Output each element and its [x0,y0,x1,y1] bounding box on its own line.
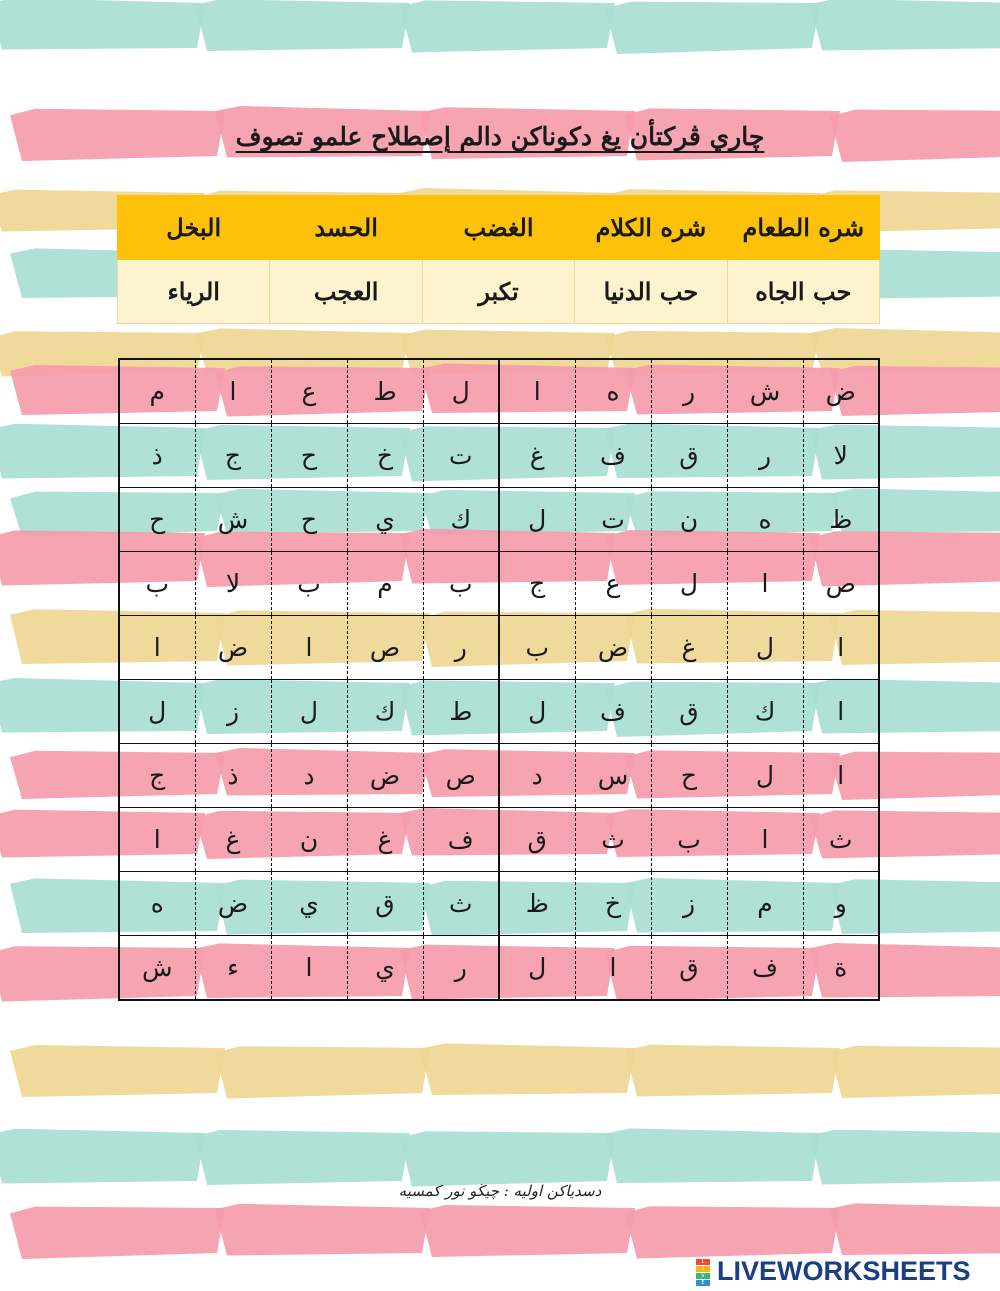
grid-cell[interactable]: ر [423,936,499,1001]
brush-stripe [215,1046,430,1098]
grid-cell[interactable]: ع [271,359,347,424]
credit-line: دسدياكن اوليه : چيڬو نور كمسيه [398,1182,602,1200]
grid-cell[interactable]: ر [651,359,727,424]
grid-cell[interactable]: ك [423,488,499,552]
brush-stripe [10,109,225,161]
grid-cell[interactable]: ن [271,808,347,872]
grid-cell[interactable]: ح [651,744,727,808]
grid-cell[interactable]: ك [727,680,803,744]
brush-stripe [215,1204,430,1256]
grid-cell[interactable]: ق [651,680,727,744]
word-list-row-2 [118,260,880,324]
brush-stripe [810,0,1000,51]
grid-cell[interactable]: ز [195,680,271,744]
grid-cell[interactable]: ظ [803,488,879,552]
grid-cell[interactable]: ح [271,488,347,552]
grid-cell[interactable]: ا [803,680,879,744]
grid-cell[interactable]: ا [803,616,879,680]
brush-stripe [625,1206,840,1258]
logo-mark-letter: V [696,1273,710,1279]
logo-mark-letter: I [696,1266,710,1272]
grid-cell[interactable]: ب [271,552,347,616]
grid-cell[interactable]: ي [347,936,423,1001]
grid-cell[interactable]: ا [195,359,271,424]
brush-stripe [830,1203,1000,1255]
brush-stripe [830,110,1000,162]
grid-cell[interactable]: ت [423,424,499,488]
grid-cell[interactable]: د [271,744,347,808]
word-item: شره الكلام [575,196,727,260]
grid-cell[interactable]: ف [575,680,651,744]
grid-row [119,552,879,616]
grid-cell[interactable]: ل [499,488,575,552]
grid-cell[interactable]: س [575,744,651,808]
grid-cell[interactable]: د [499,744,575,808]
grid-cell[interactable]: م [119,359,195,424]
brush-stripe [420,1205,635,1257]
grid-cell[interactable]: ظ [499,872,575,936]
grid-cell[interactable]: ب [119,552,195,616]
word-item: شره الطعام [727,196,879,260]
grid-cell[interactable]: ب [651,808,727,872]
grid-cell[interactable]: ب [499,616,575,680]
grid-cell[interactable]: ي [271,872,347,936]
grid-cell[interactable]: ي [347,488,423,552]
grid-cell[interactable]: ا [271,616,347,680]
grid-cell[interactable]: ض [347,744,423,808]
brush-stripe [0,0,205,50]
grid-cell[interactable]: ل [727,744,803,808]
grid-cell[interactable]: ه [727,488,803,552]
worksheet-title [200,122,800,172]
grid-cell[interactable]: غ [651,616,727,680]
grid-cell[interactable]: ذ [119,424,195,488]
word-search-grid [118,358,880,1001]
grid-row [119,680,879,744]
word-list-row-1 [118,196,880,260]
grid-row [119,808,879,872]
word-item: العجب [270,260,422,324]
word-item: تكبر [422,260,574,324]
grid-cell[interactable]: ف [575,424,651,488]
grid-row [119,616,879,680]
grid-cell[interactable]: غ [347,808,423,872]
grid-cell[interactable]: ت [575,488,651,552]
brush-stripe [0,1129,205,1184]
grid-cell[interactable]: ه [119,872,195,936]
grid-cell[interactable]: ل [119,680,195,744]
grid-cell[interactable]: غ [195,808,271,872]
brush-stripe [625,1045,840,1097]
grid-cell[interactable]: ا [119,616,195,680]
grid-cell[interactable]: ا [499,359,575,424]
grid-cell[interactable]: خ [347,424,423,488]
grid-cell[interactable]: م [347,552,423,616]
grid-cell[interactable]: ذ [195,744,271,808]
grid-cell[interactable]: و [803,872,879,936]
grid-cell[interactable]: ش [195,488,271,552]
brush-stripe [420,1043,635,1095]
grid-cell[interactable]: ر [727,424,803,488]
brush-stripe [195,1130,410,1185]
grid-cell[interactable]: ل [727,616,803,680]
grid-cell[interactable]: ل [499,680,575,744]
grid-cell[interactable]: ع [575,552,651,616]
grid-row [119,424,879,488]
grid-cell[interactable]: ث [575,808,651,872]
word-item: البخل [118,196,270,260]
word-list-table [117,195,880,324]
grid-row [119,359,879,424]
grid-cell[interactable]: ض [803,359,879,424]
grid-cell[interactable]: ق [651,424,727,488]
grid-cell[interactable]: غ [499,424,575,488]
grid-cell[interactable]: ة [803,936,879,1001]
grid-cell[interactable]: م [727,872,803,936]
grid-cell[interactable]: ء [195,936,271,1001]
grid-cell[interactable]: ص [803,552,879,616]
grid-cell[interactable]: ح [271,424,347,488]
word-item: الرياء [118,260,270,324]
grid-cell[interactable]: ص [423,744,499,808]
grid-cell[interactable]: ا [727,552,803,616]
brush-stripe [195,0,410,51]
grid-cell[interactable]: ف [423,808,499,872]
grid-cell[interactable]: خ [575,872,651,936]
grid-cell[interactable]: ص [347,616,423,680]
grid-cell[interactable]: لا [195,552,271,616]
logo-mark-icon [696,1258,714,1284]
title-text: چاري ڤركتأن يغ دكوناكن دالم إصطلاح علمو تصوف [235,122,765,151]
grid-cell[interactable]: ك [347,680,423,744]
brush-stripe [830,1046,1000,1098]
brush-stripe [10,1207,225,1259]
grid-cell[interactable]: ا [119,808,195,872]
grid-cell[interactable]: ش [119,936,195,1001]
grid-cell[interactable]: ا [575,936,651,1001]
brush-stripe [400,1131,615,1186]
grid-row [119,744,879,808]
grid-cell[interactable]: ا [803,744,879,808]
logo-mark-letter: L [696,1259,710,1265]
brush-stripe [810,1130,1000,1185]
grid-cell[interactable]: ح [119,488,195,552]
brush-stripe [605,2,820,54]
grid-cell[interactable]: ف [727,936,803,1001]
grid-cell[interactable]: ق [347,872,423,936]
grid-cell[interactable]: ر [423,616,499,680]
grid-cell[interactable]: ط [347,359,423,424]
grid-cell[interactable]: ل [423,359,499,424]
word-item: الغضب [422,196,574,260]
grid-cell[interactable]: ض [195,616,271,680]
grid-row [119,872,879,936]
grid-cell[interactable]: ج [195,424,271,488]
logo-mark-letter: E [696,1280,710,1286]
word-item: حب الجاه [727,260,879,324]
grid-cell[interactable]: ق [499,808,575,872]
grid-cell[interactable]: ل [651,552,727,616]
liveworksheets-logo[interactable] [696,1256,996,1286]
word-item: حب الدنيا [575,260,727,324]
grid-cell[interactable]: ب [423,552,499,616]
grid-cell[interactable]: ج [119,744,195,808]
word-item: الحسد [270,196,422,260]
grid-cell[interactable]: ل [499,936,575,1001]
grid-cell[interactable]: لا [803,424,879,488]
brush-stripe [10,1045,225,1097]
grid-cell[interactable]: ن [651,488,727,552]
grid-cell[interactable]: ز [651,872,727,936]
grid-cell[interactable]: ل [271,680,347,744]
grid-cell[interactable]: ط [423,680,499,744]
grid-row [119,936,879,1001]
grid-row [119,488,879,552]
grid-cell[interactable]: ا [271,936,347,1001]
grid-cell[interactable]: ض [195,872,271,936]
grid-cell[interactable]: ج [499,552,575,616]
grid-cell[interactable]: ض [575,616,651,680]
brush-stripe [400,0,615,52]
logo-text: LIVEWORKSHEETS [717,1255,971,1286]
grid-cell[interactable]: ث [803,808,879,872]
grid-cell[interactable]: ا [727,808,803,872]
grid-cell[interactable]: ه [575,359,651,424]
brush-stripe [605,1128,820,1183]
grid-cell[interactable]: ث [423,872,499,936]
grid-cell[interactable]: ق [651,936,727,1001]
grid-cell[interactable]: ش [727,359,803,424]
